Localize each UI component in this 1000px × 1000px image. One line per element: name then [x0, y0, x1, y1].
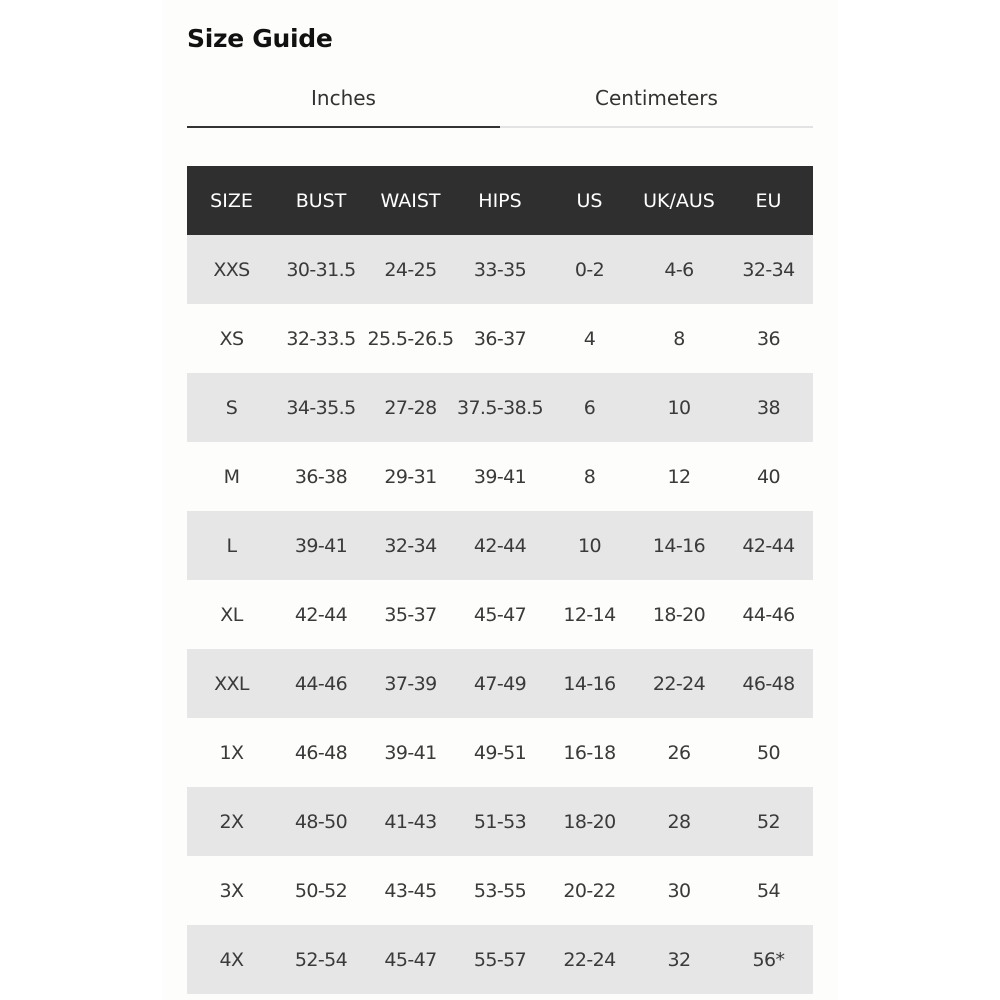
- cell-us: 8: [545, 442, 634, 511]
- cell-eu: 42-44: [724, 511, 813, 580]
- cell-eu: 46-48: [724, 649, 813, 718]
- cell-uk-aus: 18-20: [634, 580, 724, 649]
- table-row: [187, 787, 813, 856]
- cell-bust: 32-33.5: [276, 304, 366, 373]
- cell-waist: 29-31: [366, 442, 455, 511]
- size-guide-panel: [162, 0, 838, 1000]
- cell-us: 10: [545, 511, 634, 580]
- column-header-waist: WAIST: [366, 166, 455, 235]
- cell-waist: 25.5-26.5: [366, 304, 455, 373]
- tab-inches[interactable]: Inches: [187, 70, 500, 128]
- cell-hips: 53-55: [455, 856, 545, 925]
- cell-us: 20-22: [545, 856, 634, 925]
- cell-bust: 48-50: [276, 787, 366, 856]
- cell-waist: 27-28: [366, 373, 455, 442]
- cell-size: 4X: [187, 925, 276, 994]
- cell-hips: 51-53: [455, 787, 545, 856]
- cell-size: XS: [187, 304, 276, 373]
- cell-size: XXS: [187, 235, 276, 304]
- column-header-eu: EU: [724, 166, 813, 235]
- cell-waist: 35-37: [366, 580, 455, 649]
- column-header-hips: HIPS: [455, 166, 545, 235]
- cell-hips: 33-35: [455, 235, 545, 304]
- table-row: [187, 442, 813, 511]
- cell-hips: 55-57: [455, 925, 545, 994]
- cell-size: 2X: [187, 787, 276, 856]
- cell-size: S: [187, 373, 276, 442]
- cell-bust: 34-35.5: [276, 373, 366, 442]
- cell-eu: 52: [724, 787, 813, 856]
- cell-hips: 39-41: [455, 442, 545, 511]
- cell-eu: 50: [724, 718, 813, 787]
- cell-uk-aus: 12: [634, 442, 724, 511]
- cell-bust: 39-41: [276, 511, 366, 580]
- cell-bust: 36-38: [276, 442, 366, 511]
- table-row: [187, 925, 813, 994]
- cell-size: XL: [187, 580, 276, 649]
- cell-eu: 32-34: [724, 235, 813, 304]
- cell-waist: 39-41: [366, 718, 455, 787]
- cell-us: 12-14: [545, 580, 634, 649]
- table-row: [187, 511, 813, 580]
- cell-hips: 47-49: [455, 649, 545, 718]
- table-row: [187, 373, 813, 442]
- cell-us: 14-16: [545, 649, 634, 718]
- cell-us: 16-18: [545, 718, 634, 787]
- cell-eu: 54: [724, 856, 813, 925]
- tab-centimeters[interactable]: Centimeters: [500, 70, 813, 128]
- cell-hips: 49-51: [455, 718, 545, 787]
- cell-waist: 24-25: [366, 235, 455, 304]
- cell-uk-aus: 32: [634, 925, 724, 994]
- column-header-size: SIZE: [187, 166, 276, 235]
- table-row: [187, 304, 813, 373]
- cell-uk-aus: 8: [634, 304, 724, 373]
- cell-uk-aus: 28: [634, 787, 724, 856]
- cell-eu: 44-46: [724, 580, 813, 649]
- column-header-bust: BUST: [276, 166, 366, 235]
- page-title: Size Guide: [187, 24, 333, 53]
- cell-size: M: [187, 442, 276, 511]
- cell-waist: 32-34: [366, 511, 455, 580]
- table-row: [187, 718, 813, 787]
- cell-hips: 37.5-38.5: [455, 373, 545, 442]
- cell-size: L: [187, 511, 276, 580]
- cell-waist: 43-45: [366, 856, 455, 925]
- cell-hips: 45-47: [455, 580, 545, 649]
- cell-eu: 36: [724, 304, 813, 373]
- table-row: [187, 856, 813, 925]
- cell-us: 18-20: [545, 787, 634, 856]
- cell-bust: 30-31.5: [276, 235, 366, 304]
- cell-eu: 40: [724, 442, 813, 511]
- cell-eu: 56*: [724, 925, 813, 994]
- cell-uk-aus: 10: [634, 373, 724, 442]
- cell-size: 1X: [187, 718, 276, 787]
- cell-waist: 37-39: [366, 649, 455, 718]
- cell-hips: 42-44: [455, 511, 545, 580]
- column-header-uk-aus: UK/AUS: [634, 166, 724, 235]
- cell-uk-aus: 30: [634, 856, 724, 925]
- cell-us: 22-24: [545, 925, 634, 994]
- table-row: [187, 235, 813, 304]
- unit-tabs: [187, 70, 813, 128]
- cell-eu: 38: [724, 373, 813, 442]
- size-table: [187, 166, 813, 994]
- cell-uk-aus: 26: [634, 718, 724, 787]
- table-row: [187, 580, 813, 649]
- table-header-row: [187, 166, 813, 235]
- cell-bust: 52-54: [276, 925, 366, 994]
- table-row: [187, 649, 813, 718]
- cell-size: 3X: [187, 856, 276, 925]
- cell-uk-aus: 4-6: [634, 235, 724, 304]
- cell-bust: 42-44: [276, 580, 366, 649]
- cell-hips: 36-37: [455, 304, 545, 373]
- cell-uk-aus: 22-24: [634, 649, 724, 718]
- cell-us: 0-2: [545, 235, 634, 304]
- cell-waist: 45-47: [366, 925, 455, 994]
- cell-bust: 50-52: [276, 856, 366, 925]
- cell-waist: 41-43: [366, 787, 455, 856]
- cell-us: 4: [545, 304, 634, 373]
- cell-us: 6: [545, 373, 634, 442]
- column-header-us: US: [545, 166, 634, 235]
- cell-bust: 46-48: [276, 718, 366, 787]
- cell-uk-aus: 14-16: [634, 511, 724, 580]
- cell-bust: 44-46: [276, 649, 366, 718]
- cell-size: XXL: [187, 649, 276, 718]
